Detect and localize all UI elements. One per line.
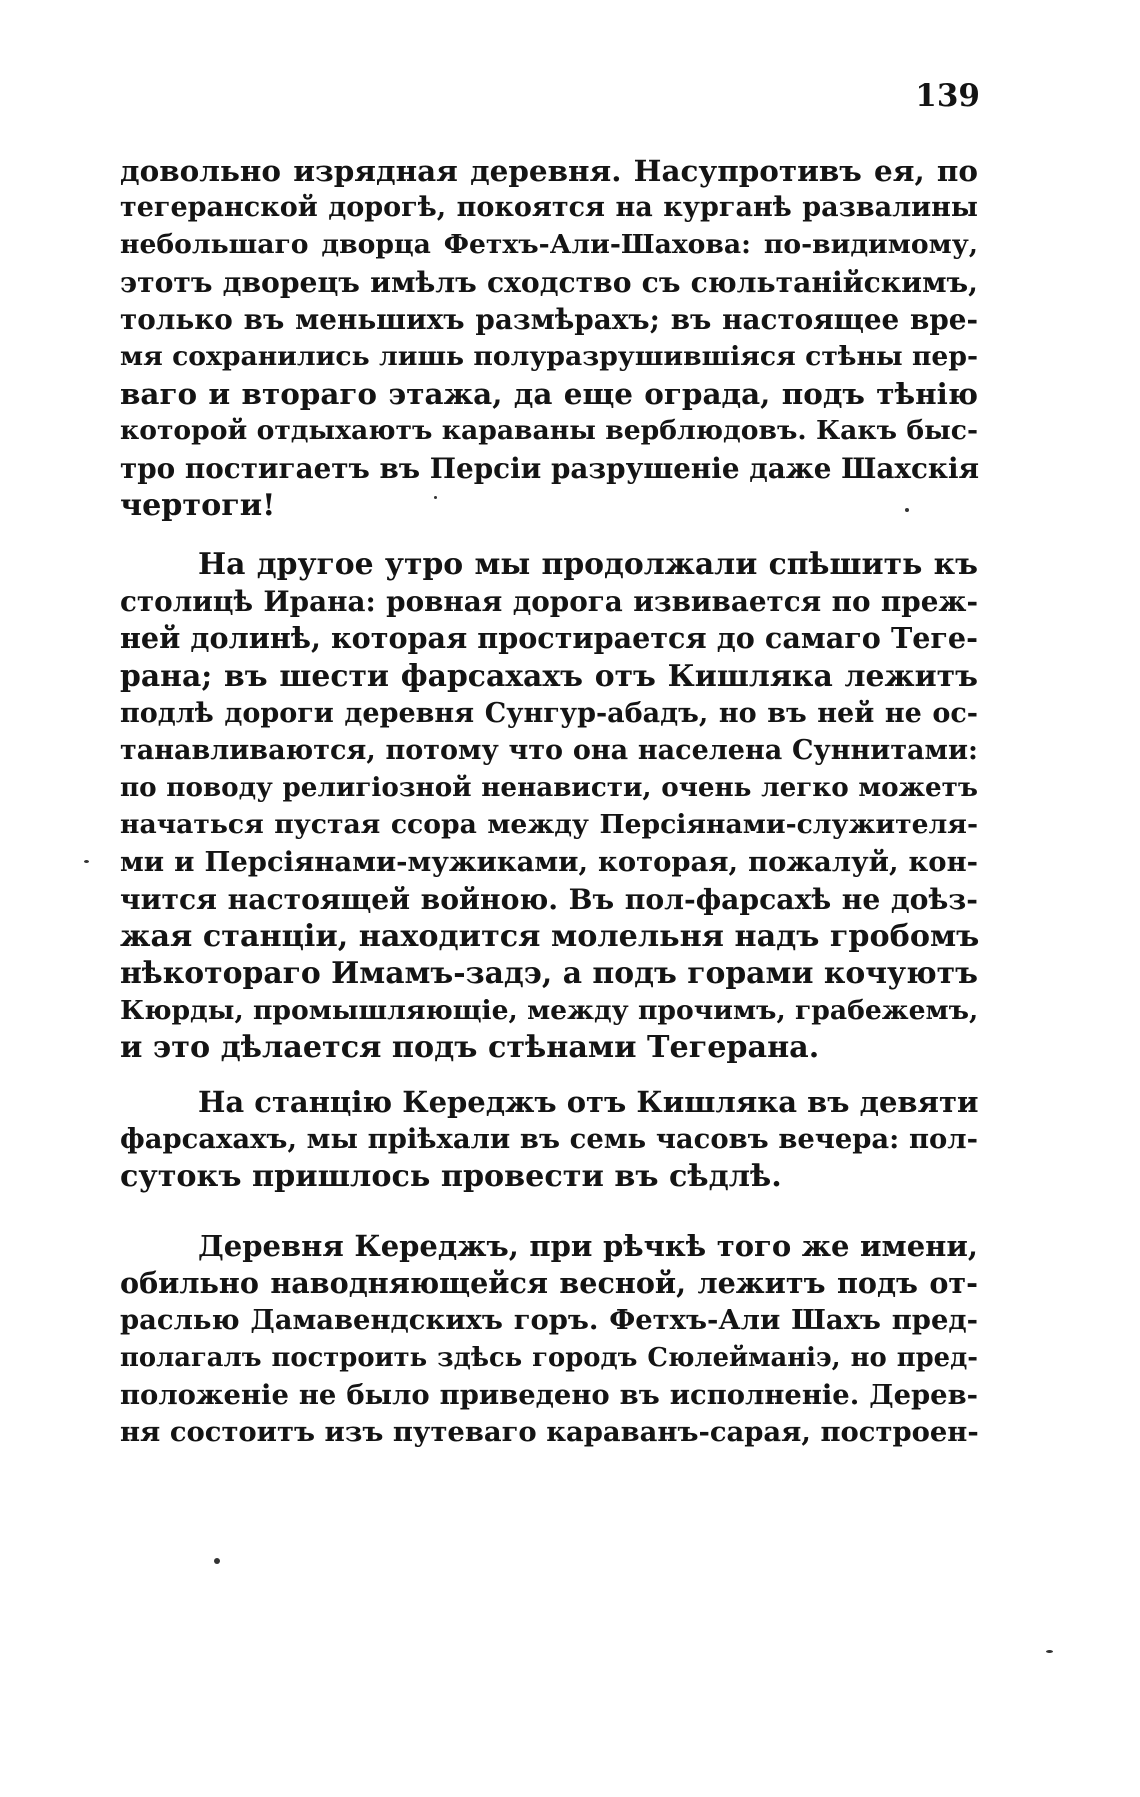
page-number: 139 — [915, 78, 980, 114]
text-line: мя сохранились лишь полуразрушившіяся стѣны пер- — [120, 340, 978, 372]
paragraph-3 — [120, 1084, 978, 1196]
text-line: Кюрды, промышляющіе, между прочимъ, грабежемъ, — [120, 995, 979, 1027]
text-line: подлѣ дороги деревня Сунгур-абадъ, но въ ней не ос- — [120, 697, 978, 729]
text-line: небольшаго дворца Фетхъ-Али-Шахова: по-видимому, — [120, 229, 978, 261]
text-line: Деревня Кереджъ, при рѣчкѣ того же имени, — [198, 1229, 978, 1263]
paragraph-1 — [120, 152, 978, 524]
text-line: довольно изрядная деревня. Насупротивъ ея, по — [120, 153, 978, 188]
scan-speck — [905, 508, 909, 512]
text-line: чится настоящей войною. Въ пол-фарсахѣ не доѣз- — [120, 882, 978, 916]
text-line: танавливаются, потому что она населена Суннитами: — [120, 734, 978, 766]
paragraph-2 — [120, 546, 978, 1067]
text-line: рана; въ шести фарсахахъ отъ Кишляка лежитъ — [120, 658, 978, 694]
text-line: нѣкотораго Имамъ-задэ, а подъ горами кочуютъ — [120, 956, 978, 992]
text-line: ми и Персіянами-мужиками, которая, пожалуй, кон- — [120, 845, 978, 878]
text-line: положеніе не было приведено въ исполненіе. Дерев- — [120, 1378, 978, 1411]
text-line: тегеранской дорогѣ, покоятся на курганѣ развалины — [120, 192, 978, 224]
scan-speck — [214, 1558, 220, 1564]
paragraph-4 — [120, 1228, 978, 1451]
text-line: На станцію Кереджъ отъ Кишляка въ девяти — [198, 1085, 979, 1119]
text-line: сутокъ пришлось провести въ сѣдлѣ. — [120, 1159, 782, 1195]
text-line: ваго и втораго этажа, да еще ограда, подъ тѣнію — [120, 376, 978, 412]
scan-speck — [84, 860, 89, 863]
text-line: тро постигаетъ въ Персіи разрушеніе даже Шахскія — [120, 451, 980, 485]
text-line: ней долинѣ, которая простирается до самаго Теге- — [120, 621, 978, 656]
text-line: фарсахахъ, мы пріѣхали въ семь часовъ вечера: пол- — [120, 1123, 978, 1156]
text-line: только въ меньшихъ размѣрахъ; въ настоящее вре- — [120, 302, 978, 336]
text-line: по поводу религіозной ненависти, очень легко можетъ — [120, 772, 978, 804]
text-line: чертоги! — [120, 487, 276, 523]
scan-speck — [1046, 1650, 1053, 1653]
text-line: и это дѣлается подъ стѣнами Тегерана. — [120, 1030, 820, 1066]
text-line: На другое утро мы продолжали спѣшить къ — [198, 547, 978, 582]
text-line: раслью Дамавендскихъ горъ. Фетхъ-Али Шахъ пред- — [120, 1304, 978, 1337]
text-line: начаться пустая ссора между Персіянами-служителя- — [120, 809, 978, 841]
text-line: жая станціи, находится молельня надъ гробомъ — [120, 918, 980, 954]
text-line: ня состоитъ изъ путеваго караванъ-сарая, построен- — [120, 1415, 979, 1448]
text-line: полагалъ построить здѣсь городъ Сюлейманіэ, но пред- — [120, 1342, 978, 1373]
text-line: столицѣ Ирана: ровная дорога извивается по преж- — [120, 585, 978, 619]
scan-speck — [434, 496, 437, 499]
text-line: которой отдыхаютъ караваны верблюдовъ. Какъ быс- — [120, 415, 978, 447]
text-line: обильно наводняющейся весной, лежитъ подъ от- — [120, 1266, 978, 1301]
text-line: этотъ дворецъ имѣлъ сходство съ сюльтанійскимъ, — [120, 265, 978, 299]
